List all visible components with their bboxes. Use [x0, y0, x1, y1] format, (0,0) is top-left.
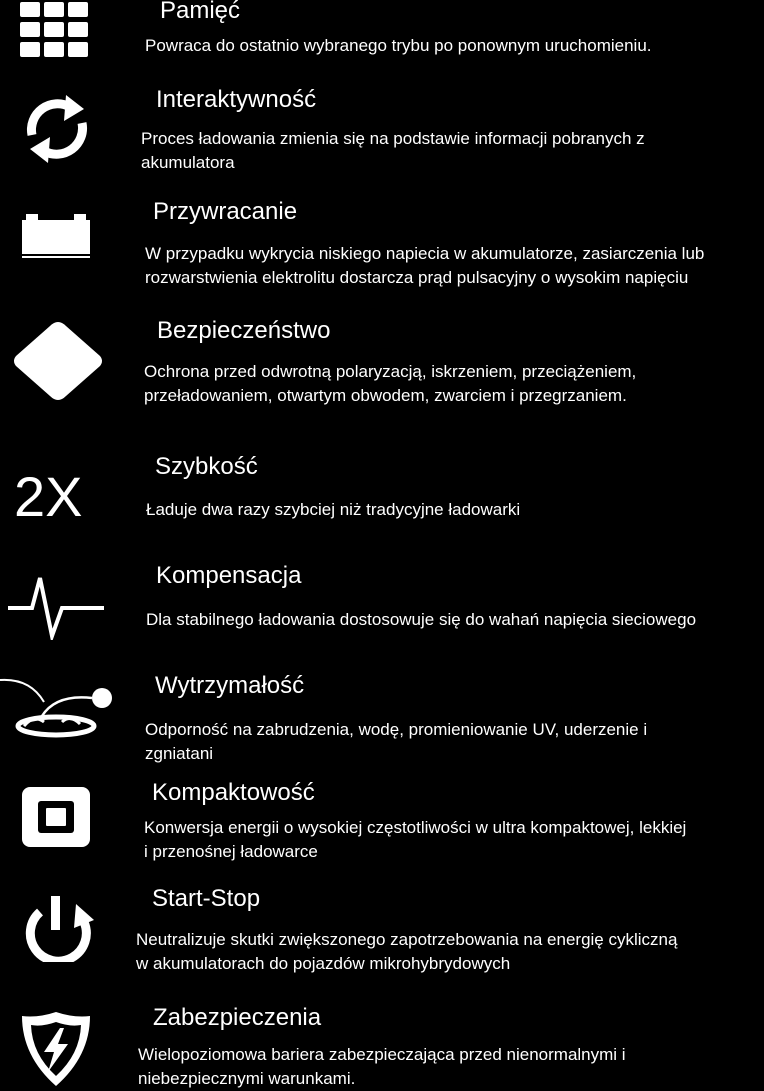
feature-title: Interaktywność	[156, 86, 317, 113]
feature-title: Start-Stop	[152, 885, 261, 912]
feature-title: Wytrzymałość	[155, 672, 305, 699]
splash-impact-icon	[0, 676, 118, 738]
compact-box-icon	[22, 787, 92, 849]
feature-description: Odporność na zabrudzenia, wodę, promieniowanie UV, uderzenie i zgniatani	[145, 720, 648, 763]
feature-description: W przypadku wykrycia niskiego napiecia w akumulatorze, zasiarczenia lub rozwarstwienia elektrolitu dostarcza prąd pulsacyjny o wysokim napięciu	[145, 244, 705, 287]
feature-description: Proces ładowania zmienia się na podstawie informacji pobranych z akumulatora	[141, 129, 645, 172]
feature-title: Przywracanie	[153, 198, 298, 225]
feature-description: Dla stabilnego ładowania dostosowuje się do wahań napięcia sieciowego	[146, 610, 697, 629]
lightning-shield-icon	[18, 1010, 94, 1088]
feature-description: Konwersja energii o wysokiej częstotliwości w ultra kompaktowej, lekkiej i przenośnej ładowarce	[144, 818, 687, 861]
refresh-icon	[18, 93, 96, 165]
svg-text:2X: 2X	[14, 468, 83, 524]
grid-icon	[20, 2, 90, 58]
power-restart-icon	[18, 894, 96, 962]
feature-title: Kompensacja	[156, 562, 302, 589]
diamond-icon	[8, 318, 108, 404]
pulse-wave-icon	[6, 574, 108, 640]
2x-speed-icon	[14, 468, 104, 524]
feature-description: Neutralizuje skutki zwiększonego zapotrzebowania na energię cykliczną w akumulatorach do pojazdów mikrohybrydowych	[136, 930, 678, 973]
feature-description: Ochrona przed odwrotną polaryzacją, iskrzeniem, przeciążeniem, przeładowaniem, otwartym obwodem, zwarciem i przegrzaniem.	[144, 362, 637, 405]
feature-description: Ładuje dwa razy szybciej niż tradycyjne ładowarki	[146, 500, 521, 519]
feature-title: Szybkość	[155, 453, 258, 480]
feature-title: Pamięć	[160, 0, 241, 24]
feature-title: Zabezpieczenia	[153, 1004, 322, 1031]
feature-title: Kompaktowość	[152, 779, 315, 806]
feature-title: Bezpieczeństwo	[157, 317, 331, 344]
feature-description: Wielopoziomowa bariera zabezpieczająca przed nienormalnymi i niebezpiecznymi warunkami.	[138, 1045, 626, 1088]
feature-description: Powraca do ostatnio wybranego trybu po ponownym uruchomieniu.	[145, 36, 652, 55]
battery-icon	[22, 214, 92, 262]
